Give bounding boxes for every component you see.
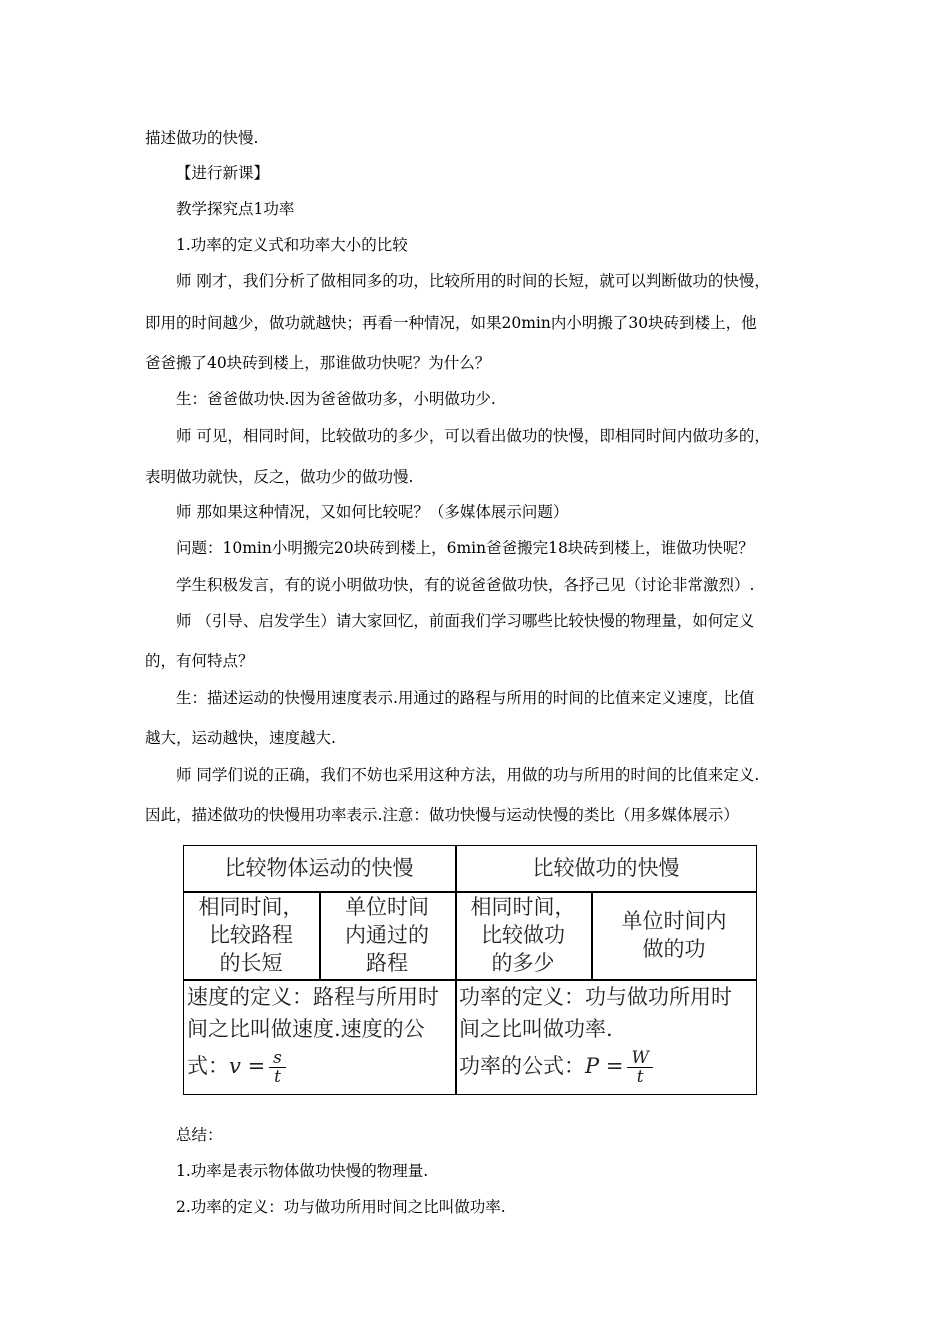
formula-equals: = <box>247 1054 266 1078</box>
paragraph: 因此，描述做功的快慢用功率表示.注意：做功快慢与运动快慢的类比（用多媒体展示） <box>145 806 739 824</box>
table-cell-unit-time-distance <box>319 891 455 979</box>
cell-line: 间之比叫做功率. <box>459 1017 613 1041</box>
paragraph: 学生积极发言，有的说小明做功快，有的说爸爸做功快，各抒己见（讨论非常激烈）. <box>176 576 755 594</box>
section-heading: 【进行新课】 <box>176 164 270 182</box>
paragraph: 的，有何特点？ <box>145 652 254 670</box>
cell-line: 单位时间内 <box>621 909 727 933</box>
formula-label: 功率的公式： <box>459 1054 585 1078</box>
cell-line: 的多少 <box>491 951 555 975</box>
comparison-table <box>183 845 757 1095</box>
cell-line: 相同时间， <box>198 895 304 919</box>
cell-line: 间之比叫做速度.速度的公 <box>187 1017 425 1041</box>
paragraph: 生：描述运动的快慢用速度表示.用通过的路程与所用的时间的比值来定义速度，比值 <box>176 689 755 707</box>
summary-item: 2.功率的定义：功与做功所用时间之比叫做功率. <box>176 1198 506 1216</box>
speed-formula <box>187 1049 455 1086</box>
formula-fraction <box>627 1049 652 1086</box>
fraction-denominator: t <box>274 1067 281 1087</box>
cell-line: 速度的定义：路程与所用时 <box>187 985 439 1009</box>
table-header-motion: 比较物体运动的快慢 <box>224 856 414 880</box>
fraction-numerator: W <box>627 1049 652 1068</box>
paragraph: 表明做功就快，反之，做功少的做功慢. <box>145 468 414 486</box>
summary-item: 1.功率是表示物体做功快慢的物理量. <box>176 1162 429 1180</box>
topic-heading: 1.功率的定义式和功率大小的比较 <box>176 236 408 254</box>
table-header-work: 比较做功的快慢 <box>532 856 680 880</box>
paragraph: 越大，运动越快，速度越大. <box>145 729 336 747</box>
table-cell-same-time-work <box>455 891 591 979</box>
paragraph: 师 刚才，我们分析了做相同多的功，比较所用的时间的长短，就可以判断做功的快慢， <box>176 272 770 290</box>
paragraph: 即用的时间越少，做功就越快；再看一种情况，如果20min内小明搬了30块砖到楼上，他 <box>145 314 757 332</box>
formula-variable: v <box>229 1054 241 1078</box>
summary-title: 总结： <box>176 1126 223 1144</box>
table-cell-power-definition <box>459 981 757 1086</box>
cell-line: 的长短 <box>219 951 283 975</box>
table-cell-speed-definition <box>187 981 455 1086</box>
paragraph: 爸爸搬了40块砖到楼上，那谁做功快呢？为什么？ <box>145 354 491 372</box>
paragraph: 问题：10min小明搬完20块砖到楼上，6min爸爸搬完18块砖到楼上，谁做功快呢？ <box>176 539 754 557</box>
table-cell-unit-time-work <box>591 891 757 979</box>
paragraph: 师 那如果这种情况，又如何比较呢？（多媒体展示问题） <box>176 503 569 521</box>
cell-line: 相同时间， <box>470 895 576 919</box>
formula-fraction <box>269 1049 286 1086</box>
power-formula <box>459 1049 757 1086</box>
subsection-heading: 教学探究点1功率 <box>176 200 295 218</box>
formula-equals: = <box>605 1054 624 1078</box>
paragraph: 生：爸爸做功快.因为爸爸做功多，小明做功少. <box>176 390 496 408</box>
cell-line: 功率的定义：功与做功所用时 <box>459 985 732 1009</box>
cell-line: 做的功 <box>642 937 706 961</box>
cell-line: 内通过的 <box>345 923 429 947</box>
paragraph: 师 同学们说的正确，我们不妨也采用这种方法，用做的功与所用的时间的比值来定义. <box>176 766 760 784</box>
paragraph: 描述做功的快慢. <box>145 129 259 147</box>
formula-variable: P <box>585 1054 600 1078</box>
cell-line: 单位时间 <box>345 895 429 919</box>
paragraph: 师 （引导、启发学生）请大家回忆，前面我们学习哪些比较快慢的物理量，如何定义 <box>176 612 755 630</box>
paragraph: 师 可见，相同时间，比较做功的多少，可以看出做功的快慢，即相同时间内做功多的， <box>176 427 770 445</box>
cell-line: 比较路程 <box>209 923 293 947</box>
fraction-numerator: s <box>269 1049 286 1068</box>
fraction-denominator: t <box>636 1067 644 1087</box>
table-cell-same-time-distance <box>183 891 319 979</box>
formula-label: 式： <box>187 1054 229 1078</box>
cell-line: 比较做功 <box>481 923 565 947</box>
cell-line: 路程 <box>366 951 408 975</box>
